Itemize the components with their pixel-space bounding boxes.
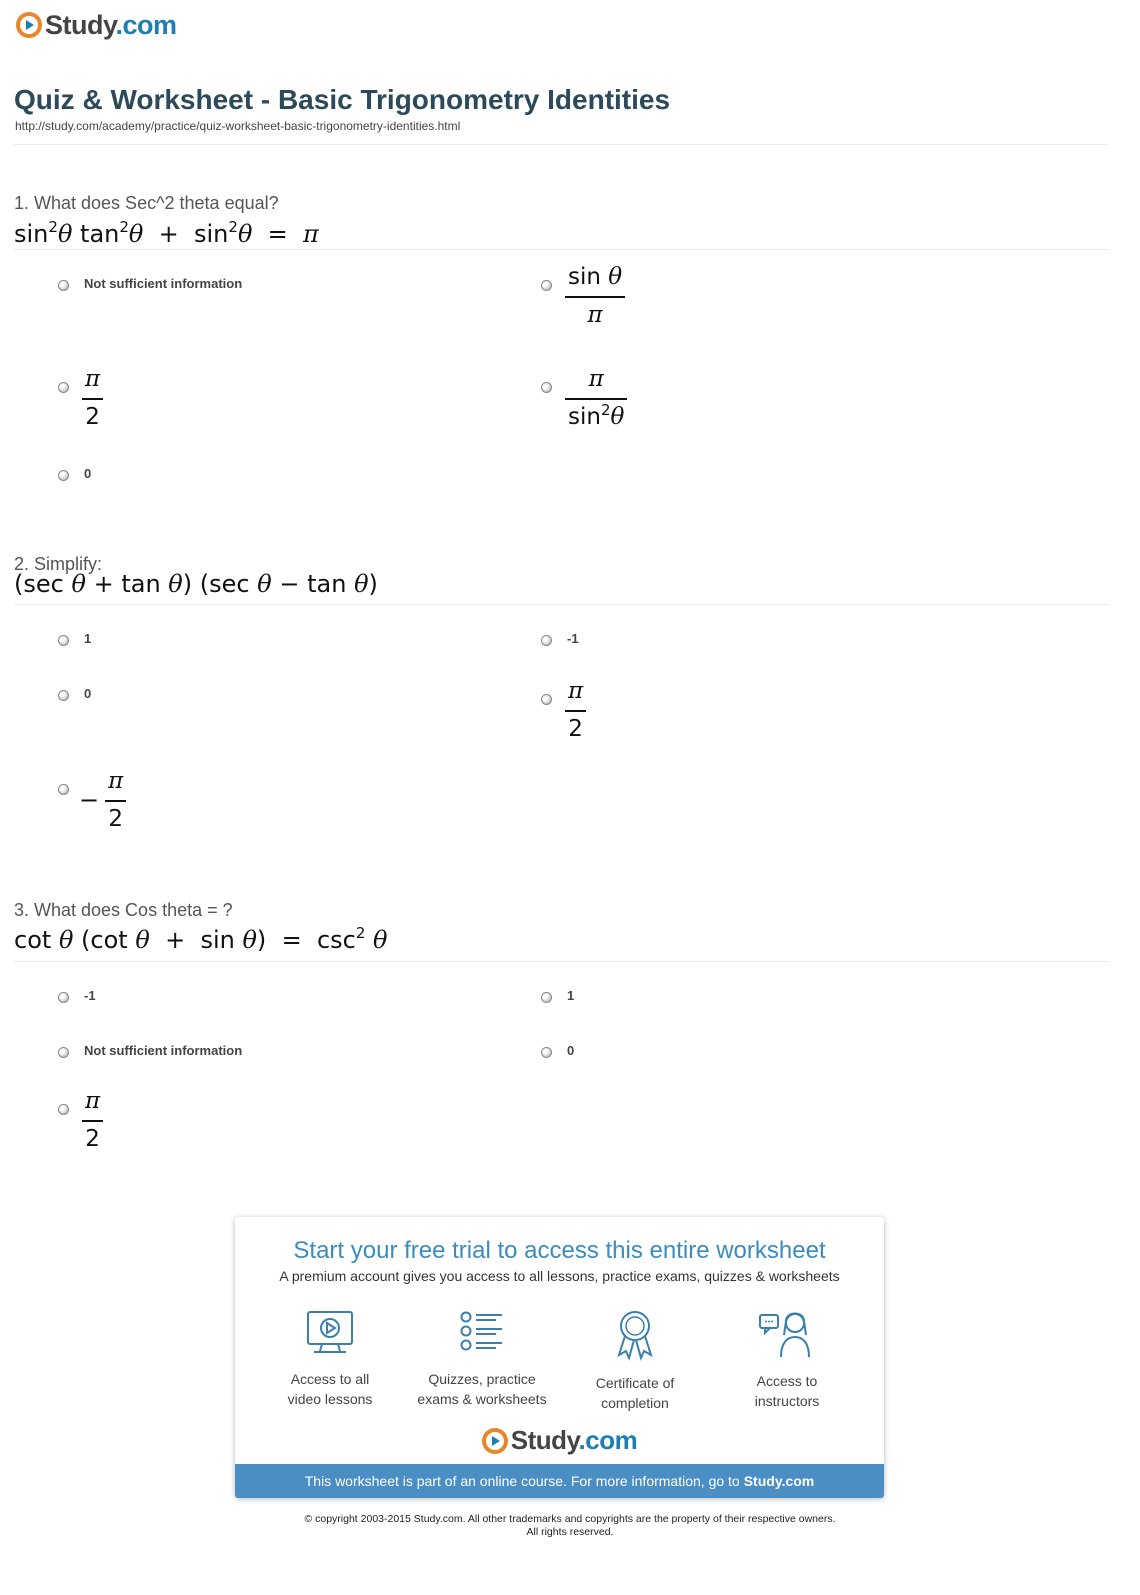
math-token: + (158, 220, 179, 248)
answer-option[interactable] (58, 276, 242, 291)
math-token: cot (14, 926, 52, 954)
fraction-bar (82, 1120, 103, 1122)
radio-button[interactable] (58, 690, 69, 701)
answer-option[interactable] (541, 264, 625, 329)
fraction-bar (82, 398, 103, 400)
math-token: θ (608, 264, 623, 290)
math-token: + (165, 926, 186, 954)
option-fraction (82, 366, 103, 431)
math-token: + (93, 570, 114, 598)
promo-study-logo[interactable] (235, 1425, 884, 1456)
math-token: 2 (355, 924, 366, 942)
option-fraction (565, 678, 586, 743)
math-token: 2 (108, 806, 123, 833)
option-label: 0 (84, 466, 92, 481)
math-token: π (108, 768, 124, 794)
math-token: 2 (85, 1126, 100, 1153)
question-1-text: 1. What does Sec^2 theta equal? (14, 193, 279, 213)
answer-option[interactable] (58, 988, 96, 1003)
radio-button[interactable] (58, 382, 69, 393)
feature-label: Certificate of completion (595, 1375, 675, 1411)
math-token: π (568, 678, 584, 704)
math-token: ( (81, 926, 91, 954)
feature-certificate (560, 1309, 710, 1413)
math-token: 2 (568, 716, 583, 743)
math-token: cot (90, 926, 128, 954)
answer-option[interactable] (58, 1043, 242, 1058)
logo-name: Study (510, 1425, 579, 1455)
math-token: 2 (85, 404, 100, 431)
play-logo-icon (16, 12, 42, 38)
page-title: Quiz & Worksheet - Basic Trigonometry Identities (14, 84, 671, 115)
copyright-line: All rights reserved. (526, 1526, 614, 1538)
answer-option[interactable] (541, 366, 627, 431)
promo-footer-text: This worksheet is part of an online course. For more information, go to (304, 1473, 740, 1489)
option-label: -1 (567, 631, 579, 646)
question-2-equation (14, 570, 378, 598)
option-fraction (565, 366, 627, 431)
question-3-text: 3. What does Cos theta = ? (14, 900, 233, 920)
promo-subheading: A premium account gives you access to all lessons, practice exams, quizzes & worksheets (279, 1268, 840, 1284)
math-token: ) (256, 926, 267, 954)
feature-instructors (712, 1309, 862, 1411)
math-token: θ (237, 220, 253, 248)
math-token: = (267, 220, 288, 248)
question-divider (14, 961, 1108, 962)
answer-option[interactable] (58, 366, 103, 431)
math-token: 2 (48, 218, 58, 236)
question-1-equation (14, 220, 319, 248)
radio-button[interactable] (58, 784, 69, 795)
radio-button[interactable] (58, 992, 69, 1003)
radio-button[interactable] (541, 280, 552, 291)
math-token: sin (200, 926, 235, 954)
radio-button[interactable] (58, 470, 69, 481)
radio-button[interactable] (58, 1104, 69, 1115)
math-token: π (85, 1088, 101, 1114)
copyright-notice (0, 1513, 1140, 1539)
quiz-list-icon (456, 1309, 508, 1357)
instructor-chat-icon (757, 1309, 817, 1359)
question-divider (14, 249, 1108, 250)
math-token: π (303, 220, 319, 248)
math-token: θ (257, 570, 272, 598)
feature-label: Quizzes, practice exams & worksheets (417, 1371, 547, 1407)
math-token: θ (354, 570, 369, 598)
math-token: sec (209, 570, 250, 598)
option-label: 1 (567, 988, 575, 1003)
option-fraction (565, 264, 625, 329)
math-token: θ (128, 220, 144, 248)
feature-video-lessons (255, 1309, 405, 1409)
promo-footer-link[interactable]: Study.com (743, 1473, 815, 1489)
study-logo[interactable] (16, 8, 177, 42)
math-token: ( (14, 570, 24, 598)
math-token: θ (57, 220, 73, 248)
answer-option[interactable] (58, 686, 91, 701)
option-label: 1 (84, 631, 92, 646)
video-lesson-icon (304, 1309, 356, 1357)
math-token: tan (121, 570, 161, 598)
option-label: -1 (84, 988, 96, 1003)
answer-option[interactable] (541, 988, 574, 1003)
answer-option[interactable] (541, 678, 586, 743)
radio-button[interactable] (58, 280, 69, 291)
math-token: sin (568, 404, 601, 431)
radio-button[interactable] (541, 382, 552, 393)
fraction-bar (565, 398, 627, 400)
radio-button[interactable] (541, 694, 552, 705)
math-token: ( (199, 570, 210, 598)
math-token: sin (194, 220, 229, 248)
radio-button[interactable] (541, 992, 552, 1003)
question-divider (14, 604, 1108, 605)
option-label: Not sufficient information (84, 1043, 243, 1058)
promo-heading[interactable]: Start your free trial to access this entire worksheet (293, 1237, 826, 1264)
math-token: csc (316, 926, 356, 954)
math-token: π (587, 302, 603, 329)
math-token: θ (135, 926, 150, 954)
answer-option[interactable] (58, 1088, 103, 1153)
option-label: Not sufficient information (84, 276, 243, 291)
math-token: sin (14, 220, 49, 248)
fraction-bar (105, 800, 126, 802)
fraction-bar (565, 296, 625, 298)
math-token: 2 (600, 401, 611, 420)
radio-button[interactable] (541, 1047, 552, 1058)
math-token: sec (23, 570, 64, 598)
answer-option[interactable] (58, 768, 126, 833)
math-token: π (85, 366, 101, 392)
math-token: ) (368, 570, 378, 598)
copyright-line: © copyright 2003-2015 Study.com. All other trademarks and copyrights are the property of their respective owners. (304, 1513, 836, 1525)
math-token: tan (307, 570, 347, 598)
minus-sign: − (79, 786, 100, 814)
page-url: http://study.com/academy/practice/quiz-worksheet-basic-trigonometry-identities.html (15, 119, 461, 133)
math-token: θ (242, 926, 257, 954)
radio-button[interactable] (58, 1047, 69, 1058)
math-token: 2 (119, 218, 129, 236)
header-divider (14, 144, 1108, 145)
answer-option[interactable] (541, 1043, 574, 1058)
math-token: θ (610, 404, 625, 431)
math-token: tan (80, 220, 120, 248)
promo-footer-bar (235, 1464, 884, 1498)
math-token: − (279, 570, 300, 598)
question-3-equation (14, 926, 387, 954)
play-logo-icon (482, 1428, 508, 1454)
math-token: θ (58, 926, 74, 954)
option-fraction (82, 1088, 103, 1153)
feature-quizzes (407, 1309, 557, 1409)
math-token: sin (568, 264, 601, 290)
question-2-text: 2. Simplify: (14, 554, 103, 574)
math-token: θ (71, 570, 86, 598)
option-fraction (105, 768, 126, 833)
math-token: ) (182, 570, 193, 598)
radio-button[interactable] (58, 635, 69, 646)
answer-option[interactable] (58, 466, 91, 481)
option-label: 0 (84, 686, 92, 701)
math-token: θ (373, 926, 388, 954)
feature-label: Access to instructors (754, 1373, 820, 1409)
option-label: 0 (567, 1043, 575, 1058)
math-token: 2 (228, 218, 238, 236)
fraction-bar (565, 710, 586, 712)
answer-option[interactable] (541, 631, 579, 646)
math-token: = (281, 926, 302, 954)
math-token: π (588, 366, 604, 392)
logo-name: Study (45, 9, 116, 40)
math-token: θ (168, 570, 183, 598)
logo-tld: .com (115, 9, 177, 40)
certificate-ribbon-icon (609, 1309, 661, 1361)
radio-button[interactable] (541, 635, 552, 646)
logo-tld: .com (578, 1425, 638, 1455)
answer-option[interactable] (58, 631, 91, 646)
feature-label: Access to all video lessons (287, 1371, 373, 1407)
free-trial-promo (235, 1217, 884, 1498)
